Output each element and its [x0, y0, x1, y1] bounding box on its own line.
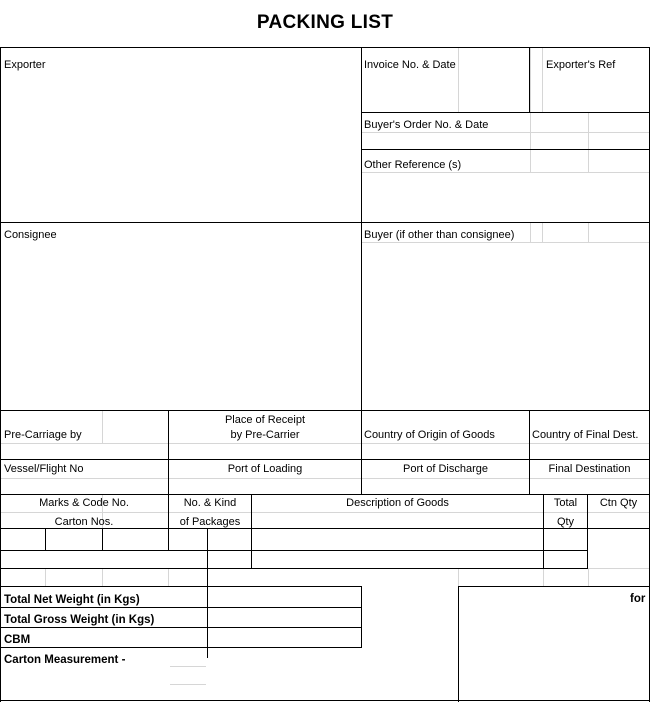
country-final-label: Country of Final Dest.: [532, 429, 639, 441]
port-loading-label: Port of Loading: [227, 463, 303, 475]
place-of-receipt-label-line1: Place of Receipt: [224, 414, 306, 426]
description-header: Description of Goods: [346, 497, 449, 509]
total-qty-header-line2: Qty: [556, 516, 575, 528]
carton-measurement-label: Carton Measurement -: [4, 654, 126, 666]
buyers-order-label: Buyer's Order No. & Date: [364, 119, 489, 131]
pre-carriage-label: Pre-Carriage by: [4, 429, 82, 441]
final-destination-label: Final Destination: [548, 463, 631, 475]
page-title: PACKING LIST: [256, 12, 394, 33]
no-kind-header: No. & Kind: [183, 497, 237, 509]
buyer-label: Buyer (if other than consignee): [364, 229, 515, 241]
port-discharge-label: Port of Discharge: [403, 463, 488, 475]
carton-nos-header: Carton Nos.: [54, 516, 114, 528]
exporter-label: Exporter: [4, 59, 46, 71]
invoice-no-date-label: Invoice No. & Date: [364, 59, 456, 71]
for-label: for: [630, 593, 646, 605]
consignee-label: Consignee: [4, 229, 57, 241]
ctn-qty-header: Ctn Qty: [599, 497, 638, 509]
total-qty-header-line1: Total: [553, 497, 578, 509]
gross-weight-label: Total Gross Weight (in Kgs): [4, 614, 155, 626]
exporters-ref-label: Exporter's Ref: [546, 59, 616, 71]
other-reference-label: Other Reference (s): [364, 159, 462, 171]
marks-code-header: Marks & Code No.: [39, 497, 129, 509]
vessel-label: Vessel/Flight No: [4, 463, 84, 475]
place-of-receipt-label-line2: by Pre-Carrier: [230, 429, 300, 441]
net-weight-label: Total Net Weight (in Kgs): [4, 594, 140, 606]
cbm-label: CBM: [4, 634, 31, 646]
packages-header: of Packages: [179, 516, 241, 528]
country-origin-label: Country of Origin of Goods: [364, 429, 495, 441]
